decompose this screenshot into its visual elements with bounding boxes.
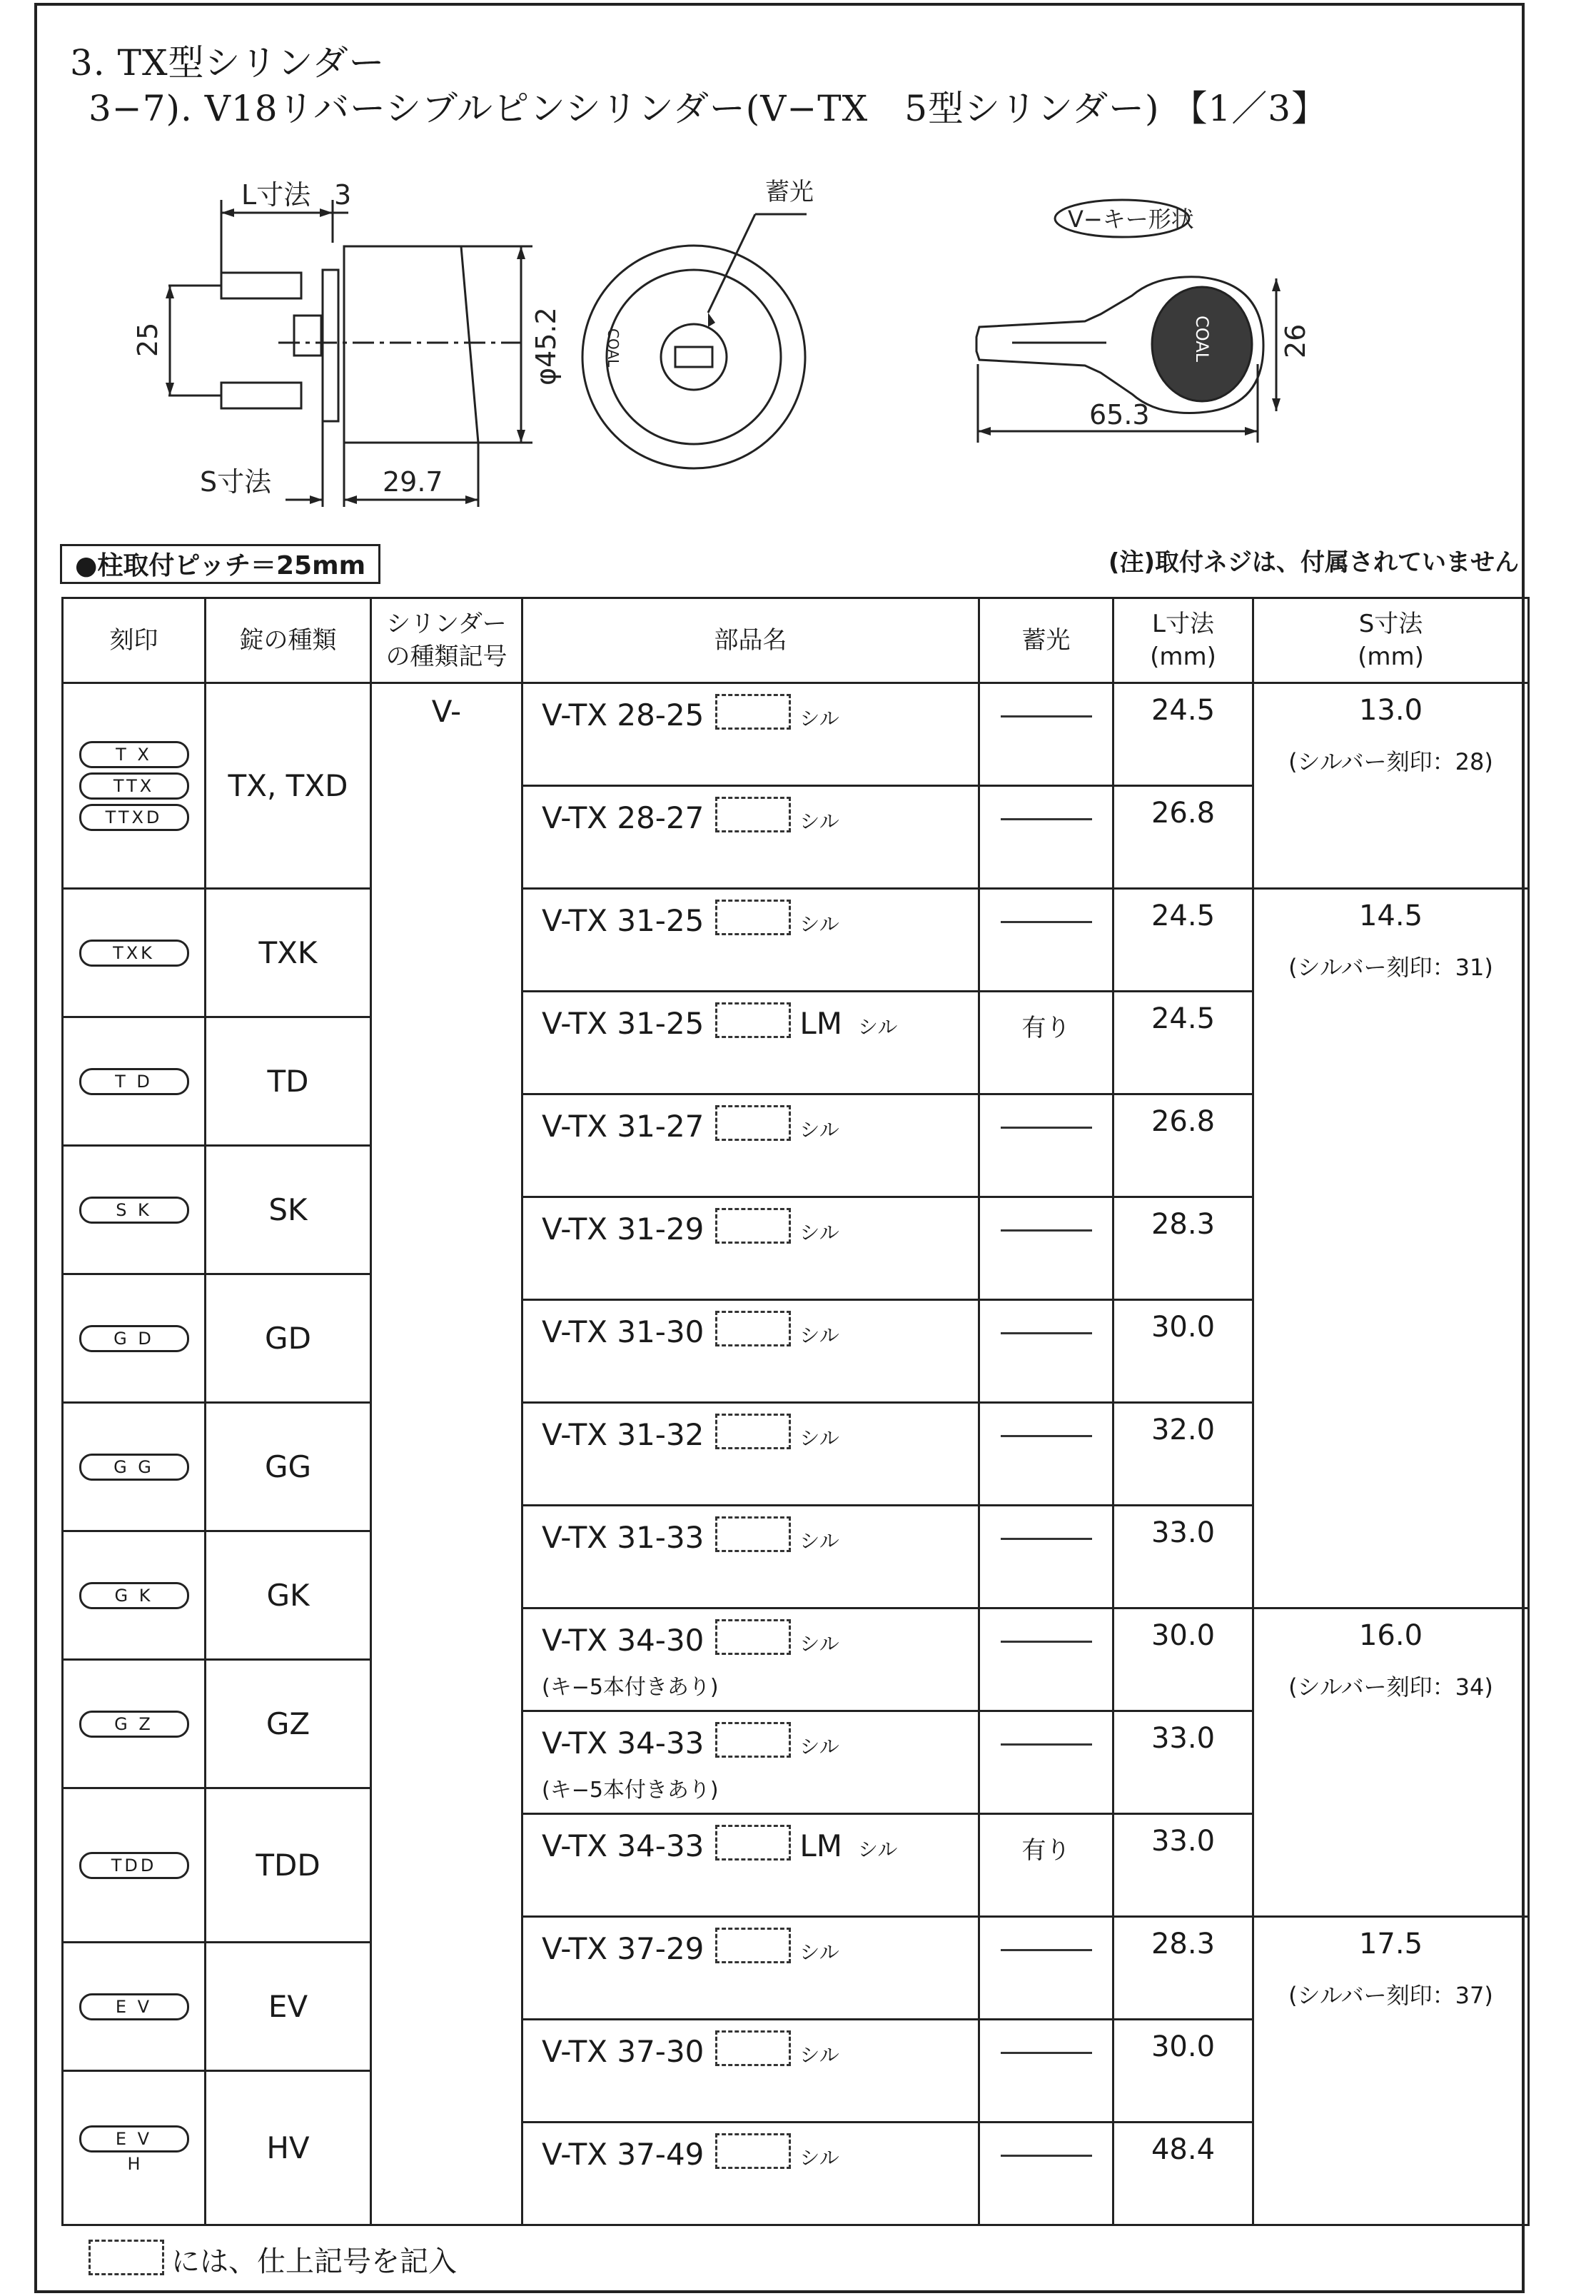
part-name-cell [522, 2020, 979, 2123]
luminous-cell [979, 2123, 1113, 2225]
header-l-dim: L寸法 (mm) [1113, 598, 1253, 683]
part-sil: シル [799, 1426, 839, 1450]
part-note: (キ−5本付きあり) [542, 1675, 719, 1700]
lock-type: GZ [266, 1706, 310, 1741]
finish-code-box-icon [715, 1002, 791, 1038]
finish-code-box-icon [715, 900, 791, 935]
dash-mark [1001, 1435, 1092, 1437]
finish-code-box-icon [715, 1722, 791, 1758]
part-name-cell [522, 1917, 979, 2020]
dash-mark [1001, 2052, 1092, 2054]
part-sil: シル [799, 707, 839, 730]
l-dim-value: 26.8 [1151, 797, 1216, 830]
part-sil: シル [799, 1324, 839, 1347]
l-dim-cell [1113, 1711, 1253, 1814]
l-dim-cell [1113, 1917, 1253, 2020]
part-name-cell [522, 1506, 979, 1608]
luminous-cell [979, 1506, 1113, 1608]
stamp-cell [63, 1274, 206, 1403]
finish-code-box-icon [715, 1619, 791, 1655]
luminous-cell [979, 1197, 1113, 1300]
part-name: V-TX 31-32 [542, 1417, 704, 1452]
luminous-value: 有り [1021, 1014, 1071, 1042]
legend-text: には、仕上記号を記入 [171, 2245, 457, 2278]
l-dim-label: L寸法 [241, 179, 311, 211]
part-name-cell [522, 1300, 979, 1403]
l-dim-value: 3 [334, 179, 352, 211]
l-dim-value: 48.4 [1151, 2133, 1216, 2166]
part-sil: シル [799, 1940, 839, 1964]
part-name-cell [522, 1094, 979, 1197]
luminous-cell [979, 1711, 1113, 1814]
part-suffix: LM [799, 1828, 843, 1863]
silver-stamp-note: (シルバー刻印：34) [1288, 1673, 1493, 1701]
part-name: V-TX 37-29 [542, 1931, 704, 1966]
part-sil: シル [799, 1735, 839, 1758]
lock-type-cell [206, 1788, 371, 1943]
luminous-cell [979, 1094, 1113, 1197]
l-dim-cell [1113, 1300, 1253, 1403]
face-brand: COAL [605, 328, 622, 368]
part-name-cell [522, 683, 979, 786]
cylinder-drawing-svg [107, 150, 1311, 521]
mounting-screw-note: (注)取付ネジは、付属されていません [1108, 548, 1519, 577]
lock-type-cell [206, 2071, 371, 2225]
lock-type: GG [264, 1449, 312, 1484]
finish-code-box-icon [715, 1414, 791, 1449]
body-length-dim: 29.7 [383, 466, 443, 498]
dash-mark [1001, 1127, 1092, 1129]
finish-code-box-icon [715, 2133, 791, 2169]
l-dim-value: 26.8 [1151, 1105, 1216, 1138]
part-name: V-TX 34-33 [542, 1726, 704, 1761]
luminous-cell [979, 1300, 1113, 1403]
header-stamp: 刻印 [63, 598, 206, 683]
stamp-badge: G Z [79, 1711, 189, 1738]
part-name: V-TX 28-25 [542, 698, 704, 732]
header-part-name: 部品名 [522, 598, 979, 683]
dash-mark [1001, 1641, 1092, 1643]
dash-mark [1001, 1949, 1092, 1951]
lock-type-cell [206, 1403, 371, 1531]
lock-type-cell [206, 1146, 371, 1274]
dash-mark [1001, 2155, 1092, 2157]
l-dim-cell [1113, 786, 1253, 889]
key-height-dim: 26 [1280, 323, 1311, 358]
subsection-title: 3−7). V18リバーシブルピンシリンダー(V−TX 5型シリンダー) 【1／3】 [89, 88, 1328, 129]
part-sil: シル [799, 1221, 839, 1244]
lock-type-cell [206, 683, 371, 889]
l-dim-cell [1113, 889, 1253, 992]
s-dim-value: 16.0 [1358, 1619, 1423, 1652]
finish-code-box-icon [89, 2240, 164, 2275]
l-dim-value: 28.3 [1151, 1928, 1216, 1960]
luminous-label: 蓄光 [765, 178, 814, 206]
lock-type: EV [268, 1989, 308, 2024]
l-dim-cell [1113, 2123, 1253, 2225]
key-length-dim: 65.3 [1089, 399, 1150, 430]
luminous-cell [979, 992, 1113, 1094]
dash-mark [1001, 1332, 1092, 1334]
cylinder-code-cell [371, 683, 522, 2225]
finish-code-box-icon [715, 694, 791, 730]
l-dim-value: 33.0 [1151, 1825, 1216, 1858]
key-caption: V−キー形状 [1068, 206, 1194, 233]
stamp-cell [63, 1531, 206, 1660]
stamp-cell [63, 1788, 206, 1943]
luminous-value: 有り [1021, 1836, 1071, 1865]
s-dim-cell [1253, 683, 1529, 889]
finish-code-box-icon [715, 1928, 791, 1963]
lock-type: TD [267, 1064, 309, 1099]
s-dim-label: S寸法 [200, 466, 272, 498]
part-name: V-TX 31-30 [542, 1314, 704, 1349]
stamp-badge: T D [79, 1068, 189, 1095]
silver-stamp-note: (シルバー刻印：28) [1288, 748, 1493, 775]
cylinder-code: V- [431, 694, 462, 729]
section-title: 3. TX型シリンダー [70, 42, 385, 84]
l-dim-cell [1113, 2020, 1253, 2123]
header-lock-type: 錠の種類 [206, 598, 371, 683]
stamp-badge: E V [79, 2125, 189, 2152]
part-name: V-TX 31-29 [542, 1212, 704, 1247]
part-sil: シル [799, 1632, 839, 1656]
stamp-cell [63, 1146, 206, 1274]
part-name-cell [522, 1403, 979, 1506]
luminous-cell [979, 889, 1113, 992]
stamp-badge: G G [79, 1454, 189, 1481]
part-sil: シル [858, 1015, 898, 1039]
part-name: V-TX 31-27 [542, 1109, 704, 1144]
stamp-badge: G K [79, 1582, 189, 1609]
l-dim-cell [1113, 1506, 1253, 1608]
dash-mark [1001, 818, 1092, 820]
part-name: V-TX 28-27 [542, 800, 704, 835]
bolt-upper [221, 273, 301, 298]
bolt-lower [221, 383, 301, 408]
lock-type-cell [206, 1660, 371, 1788]
l-dim-value: 24.5 [1151, 694, 1216, 727]
part-name-cell [522, 1711, 979, 1814]
dash-mark [1001, 1538, 1092, 1540]
l-dim-value: 30.0 [1151, 1619, 1216, 1652]
l-dim-cell [1113, 1608, 1253, 1711]
lock-type: HV [266, 2130, 310, 2165]
l-dim-cell [1113, 992, 1253, 1094]
stamp-badge: T X [79, 741, 189, 768]
parts-table [61, 597, 1530, 2226]
l-dim-value: 28.3 [1151, 1208, 1216, 1241]
part-name: V-TX 34-33 [542, 1828, 704, 1863]
stamp-badge: TTX [79, 772, 189, 800]
stamp-badge: TXK [79, 940, 189, 967]
lock-type: TDD [256, 1848, 320, 1883]
part-sil: シル [799, 1529, 839, 1553]
cylinder-body [344, 246, 478, 443]
stamp-sub-label: H [127, 2153, 141, 2174]
pitch-dim: 25 [132, 322, 163, 357]
stamp-badge: TDD [79, 1852, 189, 1879]
l-dim-value: 33.0 [1151, 1516, 1216, 1549]
finish-code-box-icon [715, 1825, 791, 1861]
luminous-cell [979, 1608, 1113, 1711]
lock-type-cell [206, 1531, 371, 1660]
dash-mark [1001, 1743, 1092, 1746]
luminous-cell [979, 2020, 1113, 2123]
finish-code-box-icon [715, 1208, 791, 1244]
silver-stamp-note: (シルバー刻印：37) [1288, 1982, 1493, 2009]
stamp-cell [63, 1017, 206, 1146]
part-sil: シル [799, 2043, 839, 2067]
technical-drawings [107, 150, 1311, 521]
lock-type-cell [206, 1017, 371, 1146]
l-dim-cell [1113, 1403, 1253, 1506]
l-dim-cell [1113, 1197, 1253, 1300]
stamp-cell [63, 2071, 206, 2225]
luminous-cell [979, 1917, 1113, 2020]
part-sil: シル [799, 810, 839, 833]
l-dim-value: 30.0 [1151, 1311, 1216, 1344]
part-name: V-TX 31-25 [542, 903, 704, 938]
header-luminous: 蓄光 [979, 598, 1113, 683]
part-suffix: LM [799, 1006, 843, 1041]
pitch-badge: ●柱取付ピッチ＝25mm [60, 544, 380, 584]
luminous-cell [979, 683, 1113, 786]
part-sil: シル [799, 1118, 839, 1142]
part-name-cell [522, 786, 979, 889]
s-dim-value: 13.0 [1358, 694, 1423, 727]
stamp-cell [63, 1943, 206, 2071]
luminous-cell [979, 786, 1113, 889]
lock-type-cell [206, 1943, 371, 2071]
silver-stamp-note: (シルバー刻印：31) [1288, 954, 1493, 981]
l-dim-value: 24.5 [1151, 1002, 1216, 1035]
part-name-cell [522, 2123, 979, 2225]
part-name: V-TX 37-30 [542, 2034, 704, 2069]
dash-mark [1001, 921, 1092, 923]
stamp-badge: G D [79, 1325, 189, 1352]
lock-type: GK [266, 1578, 310, 1613]
part-name-cell [522, 889, 979, 992]
lock-type: GD [265, 1321, 311, 1356]
s-dim-cell [1253, 1917, 1529, 2225]
lock-type: TX, TXD [228, 768, 348, 803]
legend [89, 2239, 457, 2280]
dash-mark [1001, 1229, 1092, 1232]
lock-type: SK [268, 1192, 308, 1227]
l-dim-cell [1113, 1094, 1253, 1197]
part-name-cell [522, 992, 979, 1094]
l-dim-cell [1113, 683, 1253, 786]
table-row [63, 683, 1529, 709]
s-dim-value: 14.5 [1358, 900, 1423, 932]
header-cylinder-code: シリンダー の種類記号 [371, 598, 522, 683]
header-s-dim: S寸法 (mm) [1253, 598, 1529, 683]
part-sil: シル [799, 912, 839, 936]
l-dim-value: 32.0 [1151, 1414, 1216, 1446]
diameter-dim: φ45.2 [530, 307, 562, 386]
part-name-cell [522, 1608, 979, 1711]
table-row [63, 889, 1529, 915]
part-name-cell [522, 1814, 979, 1917]
s-dim-cell [1253, 1608, 1529, 1917]
part-name-cell [522, 1197, 979, 1300]
part-sil: シル [799, 2146, 839, 2170]
finish-code-box-icon [715, 1311, 791, 1346]
luminous-cell [979, 1814, 1113, 1917]
key-brand: COAL [1192, 316, 1212, 363]
dash-mark [1001, 715, 1092, 718]
part-name: V-TX 31-33 [542, 1520, 704, 1555]
l-dim-value: 24.5 [1151, 900, 1216, 932]
lock-type: TXK [258, 935, 318, 970]
finish-code-box-icon [715, 2030, 791, 2066]
l-dim-value: 33.0 [1151, 1722, 1216, 1755]
stamp-badge: S K [79, 1197, 189, 1224]
part-name: V-TX 31-25 [542, 1006, 704, 1041]
stamp-badge: TTXD [79, 804, 189, 831]
stamp-badge: E V [79, 1993, 189, 2020]
part-name: V-TX 37-49 [542, 2137, 704, 2172]
finish-code-box-icon [715, 1105, 791, 1141]
table-header-row [63, 598, 1529, 683]
finish-code-box-icon [715, 797, 791, 832]
l-dim-value: 30.0 [1151, 2030, 1216, 2063]
luminous-cell [979, 1403, 1113, 1506]
lock-type-cell [206, 889, 371, 1017]
lock-type-cell [206, 1274, 371, 1403]
part-name: V-TX 34-30 [542, 1623, 704, 1658]
table-body [63, 683, 1529, 2225]
finish-code-box-icon [715, 1516, 791, 1552]
part-sil: シル [858, 1838, 898, 1861]
stamp-cell [63, 1403, 206, 1531]
l-dim-cell [1113, 1814, 1253, 1917]
stamp-cell [63, 889, 206, 1017]
part-note: (キ−5本付きあり) [542, 1778, 719, 1803]
s-dim-value: 17.5 [1358, 1928, 1423, 1960]
s-dim-cell [1253, 889, 1529, 1608]
stamp-cell [63, 1660, 206, 1788]
luminous-leader [708, 214, 755, 313]
stamp-cell [63, 683, 206, 889]
